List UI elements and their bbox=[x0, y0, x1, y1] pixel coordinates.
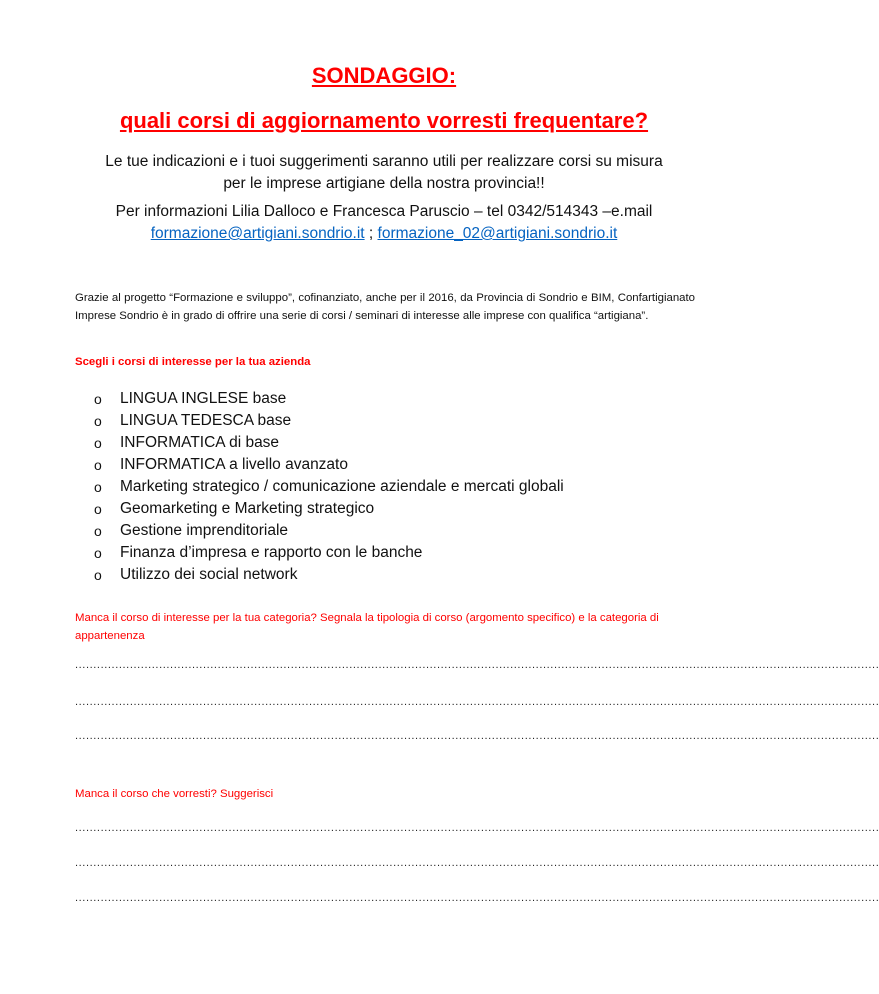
survey-question: quali corsi di aggiornamento vorresti frequentare? bbox=[119, 108, 649, 133]
hollow-circle-bullet-icon[interactable]: o bbox=[94, 391, 102, 407]
course-label: Utilizzo dei social network bbox=[120, 566, 298, 583]
course-option[interactable] bbox=[94, 498, 564, 520]
course-label: LINGUA TEDESCA base bbox=[120, 412, 292, 429]
project-paragraph: Grazie al progetto “Formazione e sviluppo”, cofinanziato, anche per il 2016, da Provincia di Sondrio e BIM, Confartigianato Imprese Sondrio è in grado di offrire una serie di corsi / seminari di interesse alle imprese con qualifica “artigiana”. bbox=[75, 292, 695, 322]
course-label: INFORMATICA di base bbox=[120, 434, 280, 451]
email-link-formazione[interactable]: formazione@artigiani.sondrio.it bbox=[150, 225, 365, 242]
course-option[interactable] bbox=[94, 564, 564, 586]
hollow-circle-bullet-icon[interactable]: o bbox=[94, 435, 102, 451]
hollow-circle-bullet-icon[interactable]: o bbox=[94, 479, 102, 495]
course-list bbox=[94, 388, 564, 586]
answer-line-suggestion-2[interactable]: ............................................................................................................................................................................................................................ bbox=[75, 857, 879, 869]
courses-heading: Scegli i corsi di interesse per la tua azienda bbox=[75, 356, 311, 368]
answer-line-suggestion-3[interactable]: ............................................................................................................................................................................................................................ bbox=[75, 892, 879, 904]
answer-line-suggestion-1[interactable]: ............................................................................................................................................................................................................................ bbox=[75, 822, 879, 834]
answer-line-category-3[interactable]: ............................................................................................................................................................................................................................ bbox=[75, 730, 879, 742]
answer-line-category-1[interactable]: ............................................................................................................................................................................................................................ bbox=[75, 659, 879, 671]
survey-title: SONDAGGIO: bbox=[311, 63, 457, 88]
hollow-circle-bullet-icon[interactable]: o bbox=[94, 501, 102, 517]
course-label: INFORMATICA a livello avanzato bbox=[120, 456, 348, 473]
course-option[interactable] bbox=[94, 410, 564, 432]
hollow-circle-bullet-icon[interactable]: o bbox=[94, 413, 102, 429]
course-option[interactable] bbox=[94, 520, 564, 542]
hollow-circle-bullet-icon[interactable]: o bbox=[94, 545, 102, 561]
course-label: Geomarketing e Marketing strategico bbox=[120, 500, 375, 517]
answer-line-category-2[interactable]: ............................................................................................................................................................................................................................ bbox=[75, 696, 879, 708]
suggestion-line-1: Le tue indicazioni e i tuoi suggerimenti saranno utili per realizzare corsi su misura bbox=[105, 153, 663, 170]
course-option[interactable] bbox=[94, 432, 564, 454]
missing-course-prompt: Manca il corso che vorresti? Suggerisci bbox=[75, 788, 274, 800]
missing-category-prompt: Manca il corso di interesse per la tua categoria? Segnala la tipologia di corso (argomento specifico) e la categoria di appartenenza bbox=[75, 612, 659, 642]
suggestion-paragraph bbox=[40, 151, 728, 195]
email-link-formazione-02[interactable]: formazione_02@artigiani.sondrio.it bbox=[377, 225, 618, 242]
course-option[interactable] bbox=[94, 388, 564, 410]
suggestion-line-2: per le imprese artigiane della nostra provincia!! bbox=[223, 175, 545, 192]
course-label: Finanza d’impresa e rapporto con le banche bbox=[120, 544, 423, 561]
contact-paragraph bbox=[40, 201, 728, 245]
course-label: LINGUA INGLESE base bbox=[120, 390, 287, 407]
course-label: Gestione imprenditoriale bbox=[120, 522, 289, 539]
course-label: Marketing strategico / comunicazione aziendale e mercati globali bbox=[120, 478, 564, 495]
course-option[interactable] bbox=[94, 542, 564, 564]
hollow-circle-bullet-icon[interactable]: o bbox=[94, 457, 102, 473]
email-separator: ; bbox=[364, 225, 378, 242]
hollow-circle-bullet-icon[interactable]: o bbox=[94, 523, 102, 539]
hollow-circle-bullet-icon[interactable]: o bbox=[94, 567, 102, 583]
course-option[interactable] bbox=[94, 476, 564, 498]
contact-info: Per informazioni Lilia Dalloco e Francesca Paruscio – tel 0342/514343 –e.mail bbox=[115, 203, 653, 220]
course-option[interactable] bbox=[94, 454, 564, 476]
